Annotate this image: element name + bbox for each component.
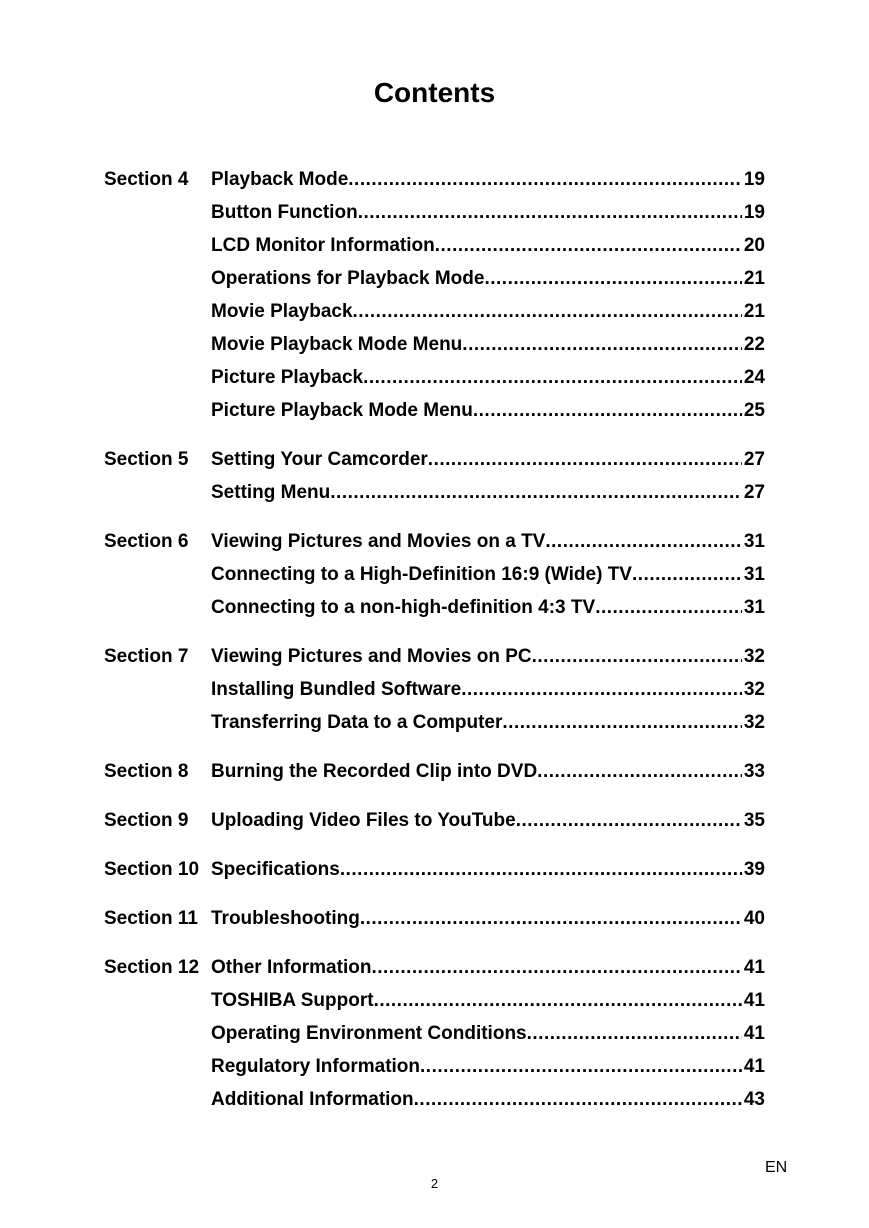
entry-title: Playback Mode bbox=[211, 169, 349, 190]
dot-leader bbox=[473, 394, 742, 427]
toc-section bbox=[104, 443, 765, 509]
section-label: Section 11 bbox=[104, 908, 198, 929]
entry-title: Picture Playback Mode Menu bbox=[211, 400, 473, 421]
entry-page-number: 31 bbox=[743, 531, 765, 552]
dot-leader bbox=[420, 1050, 742, 1083]
entry-title: Burning the Recorded Clip into DVD bbox=[211, 761, 538, 782]
toc-entry-line bbox=[211, 804, 765, 837]
entry-page-number: 20 bbox=[743, 235, 765, 256]
entry-title: TOSHIBA Support bbox=[211, 990, 374, 1011]
toc-entry-line bbox=[211, 984, 765, 1017]
toc-entry-line bbox=[211, 443, 765, 476]
toc-entry[interactable] bbox=[104, 804, 765, 837]
dot-leader bbox=[595, 591, 742, 624]
toc-section bbox=[104, 640, 765, 739]
dot-leader bbox=[363, 361, 742, 394]
toc-entry-line bbox=[211, 394, 765, 427]
toc-section bbox=[104, 853, 765, 886]
toc-entry-line bbox=[211, 640, 765, 673]
toc-entry[interactable] bbox=[104, 361, 765, 394]
entry-title: Troubleshooting bbox=[211, 908, 360, 929]
toc-entry[interactable] bbox=[104, 640, 765, 673]
toc-entry-line bbox=[211, 361, 765, 394]
section-label: Section 5 bbox=[104, 449, 189, 470]
toc-section bbox=[104, 525, 765, 624]
dot-leader bbox=[545, 525, 742, 558]
toc-entry-line bbox=[211, 295, 765, 328]
entry-title: Viewing Pictures and Movies on PC bbox=[211, 646, 532, 667]
entry-page-number: 24 bbox=[743, 367, 765, 388]
dot-leader bbox=[632, 558, 742, 591]
toc-entry-line bbox=[211, 1017, 765, 1050]
toc-entry-line bbox=[211, 476, 765, 509]
entry-title: Additional Information bbox=[211, 1089, 414, 1110]
entry-page-number: 31 bbox=[743, 564, 765, 585]
entry-page-number: 32 bbox=[743, 646, 765, 667]
entry-page-number: 19 bbox=[743, 169, 765, 190]
dot-leader bbox=[484, 262, 741, 295]
toc-entry-line bbox=[211, 163, 765, 196]
entry-page-number: 32 bbox=[743, 712, 765, 733]
toc-entry[interactable] bbox=[104, 902, 765, 935]
entry-page-number: 41 bbox=[743, 990, 765, 1011]
toc-entry[interactable] bbox=[104, 328, 765, 361]
section-label: Section 4 bbox=[104, 169, 189, 190]
toc-entry-line bbox=[211, 558, 765, 591]
toc-entry[interactable] bbox=[104, 853, 765, 886]
dot-leader bbox=[358, 196, 742, 229]
dot-leader bbox=[414, 1083, 742, 1116]
section-label: Section 7 bbox=[104, 646, 189, 667]
toc-entry[interactable] bbox=[104, 1050, 765, 1083]
entry-page-number: 27 bbox=[743, 449, 765, 470]
entry-title: Movie Playback bbox=[211, 301, 353, 322]
table-of-contents bbox=[104, 163, 765, 1132]
dot-leader bbox=[371, 951, 741, 984]
toc-entry[interactable] bbox=[104, 229, 765, 262]
entry-title: Uploading Video Files to YouTube bbox=[211, 810, 516, 831]
entry-title: Setting Your Camcorder bbox=[211, 449, 428, 470]
dot-leader bbox=[360, 902, 742, 935]
language-indicator: EN bbox=[765, 1159, 788, 1176]
toc-section bbox=[104, 902, 765, 935]
toc-entry[interactable] bbox=[104, 755, 765, 788]
toc-entry[interactable] bbox=[104, 196, 765, 229]
entry-title: Button Function bbox=[211, 202, 358, 223]
entry-page-number: 22 bbox=[743, 334, 765, 355]
entry-page-number: 25 bbox=[743, 400, 765, 421]
dot-leader bbox=[374, 984, 742, 1017]
entry-page-number: 33 bbox=[743, 761, 765, 782]
toc-entry[interactable] bbox=[104, 673, 765, 706]
entry-title: Regulatory Information bbox=[211, 1056, 421, 1077]
entry-title: Installing Bundled Software bbox=[211, 679, 462, 700]
entry-title: Movie Playback Mode Menu bbox=[211, 334, 463, 355]
toc-entry-line bbox=[211, 673, 765, 706]
dot-leader bbox=[532, 640, 742, 673]
entry-title: Transferring Data to a Computer bbox=[211, 712, 503, 733]
toc-section bbox=[104, 755, 765, 788]
dot-leader bbox=[353, 295, 742, 328]
entry-page-number: 32 bbox=[743, 679, 765, 700]
toc-entry-line bbox=[211, 706, 765, 739]
page-title: Contents bbox=[373, 77, 496, 108]
toc-entry-line bbox=[211, 1050, 765, 1083]
entry-title: Connecting to a non-high-definition 4:3 TV bbox=[211, 597, 596, 618]
entry-title: Other Information bbox=[211, 957, 372, 978]
dot-leader bbox=[435, 229, 742, 262]
section-label: Section 6 bbox=[104, 531, 189, 552]
entry-page-number: 43 bbox=[743, 1089, 765, 1110]
toc-entry[interactable] bbox=[104, 591, 765, 624]
entry-page-number: 31 bbox=[743, 597, 765, 618]
toc-entry[interactable] bbox=[104, 163, 765, 196]
entry-page-number: 21 bbox=[743, 301, 765, 322]
toc-entry[interactable] bbox=[104, 394, 765, 427]
toc-entry[interactable] bbox=[104, 262, 765, 295]
toc-entry-line bbox=[211, 1083, 765, 1116]
entry-page-number: 27 bbox=[743, 482, 765, 503]
dot-leader bbox=[537, 755, 742, 788]
toc-section bbox=[104, 804, 765, 837]
entry-page-number: 35 bbox=[743, 810, 765, 831]
entry-title: Connecting to a High-Definition 16:9 (Wide) TV bbox=[211, 564, 632, 585]
dot-leader bbox=[348, 163, 742, 196]
toc-entry[interactable] bbox=[104, 984, 765, 1017]
toc-entry[interactable] bbox=[104, 1017, 765, 1050]
entry-page-number: 39 bbox=[743, 859, 765, 880]
dot-leader bbox=[462, 328, 742, 361]
entry-page-number: 19 bbox=[743, 202, 765, 223]
toc-entry-line bbox=[211, 951, 765, 984]
entry-title: Viewing Pictures and Movies on a TV bbox=[211, 531, 546, 552]
toc-entry[interactable] bbox=[104, 558, 765, 591]
dot-leader bbox=[330, 476, 742, 509]
section-label: Section 12 bbox=[104, 957, 200, 978]
dot-leader bbox=[527, 1017, 742, 1050]
entry-title: Operating Environment Conditions bbox=[211, 1023, 527, 1044]
entry-title: Operations for Playback Mode bbox=[211, 268, 485, 289]
toc-entry-line bbox=[211, 853, 765, 886]
entry-page-number: 41 bbox=[743, 1023, 765, 1044]
toc-entry[interactable] bbox=[104, 525, 765, 558]
toc-section bbox=[104, 163, 765, 427]
section-label: Section 10 bbox=[104, 859, 200, 880]
toc-entry-line bbox=[211, 902, 765, 935]
dot-leader bbox=[340, 853, 742, 886]
toc-entry-line bbox=[211, 196, 765, 229]
toc-entry[interactable] bbox=[104, 1083, 765, 1116]
dot-leader bbox=[502, 706, 741, 739]
toc-entry[interactable] bbox=[104, 443, 765, 476]
entry-title: LCD Monitor Information bbox=[211, 235, 435, 256]
toc-entry[interactable] bbox=[104, 476, 765, 509]
entry-title: Setting Menu bbox=[211, 482, 331, 503]
section-label: Section 8 bbox=[104, 761, 189, 782]
toc-entry-line bbox=[211, 229, 765, 262]
entry-page-number: 41 bbox=[743, 1056, 765, 1077]
toc-entry[interactable] bbox=[104, 951, 765, 984]
page-number: 2 bbox=[430, 1176, 439, 1191]
toc-entry-line bbox=[211, 525, 765, 558]
dot-leader bbox=[461, 673, 742, 706]
toc-entry-line bbox=[211, 591, 765, 624]
toc-section bbox=[104, 951, 765, 1116]
section-label: Section 9 bbox=[104, 810, 189, 831]
entry-page-number: 40 bbox=[743, 908, 765, 929]
toc-entry-line bbox=[211, 755, 765, 788]
toc-entry-line bbox=[211, 328, 765, 361]
entry-page-number: 21 bbox=[743, 268, 765, 289]
entry-title: Picture Playback bbox=[211, 367, 364, 388]
entry-page-number: 41 bbox=[743, 957, 765, 978]
toc-entry-line bbox=[211, 262, 765, 295]
dot-leader bbox=[428, 443, 742, 476]
toc-entry[interactable] bbox=[104, 706, 765, 739]
entry-title: Specifications bbox=[211, 859, 340, 880]
dot-leader bbox=[516, 804, 742, 837]
toc-entry[interactable] bbox=[104, 295, 765, 328]
